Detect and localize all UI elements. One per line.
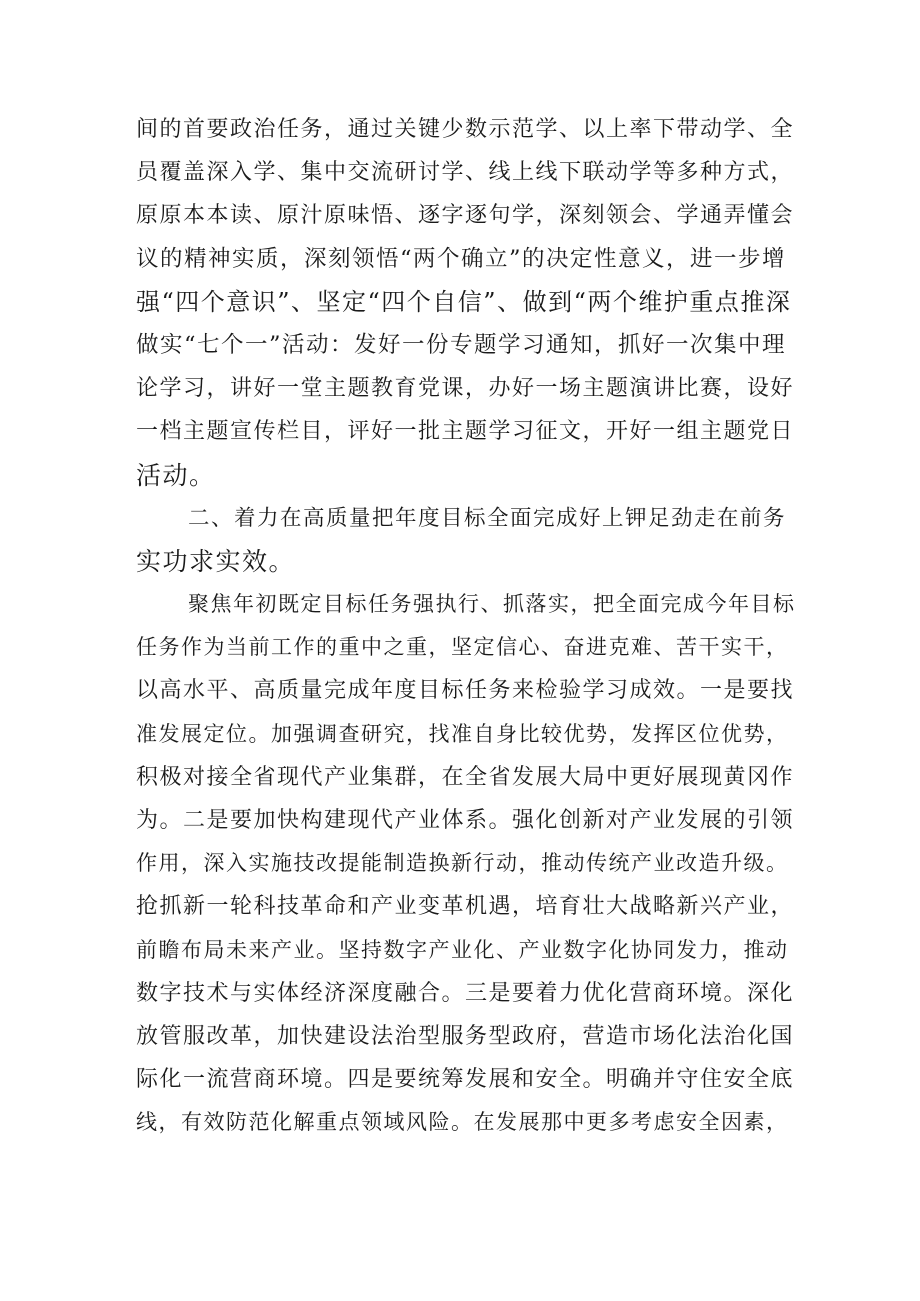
text-line: 作用，深入实施技改提能制造换新行动，推动传统产业改造升级。 [136, 851, 789, 876]
text-line: 做实“七个一”活动：发好一份专题学习通知，抓好一次集中理 [136, 331, 787, 358]
text-line: 为。二是要加快构建现代产业体系。强化创新对产业发展的引领 [136, 808, 795, 833]
text-line: 强“四个意识”、坚定“四个自信”、做到“两个维护重点推深 [136, 287, 792, 316]
text-line: 际化一流营商环境。四是要统筹发展和安全。明确并守住安全底 [136, 1067, 795, 1093]
text-line: 任务作为当前工作的重中之重，坚定信心、奋进克难、苦干实干， [136, 635, 789, 660]
section-heading-line: 二、着力在高质量把年度目标全面完成好上钾足劲走在前务 [188, 505, 787, 531]
section-heading-line: 实功求实效。 [136, 546, 296, 576]
text-line: 员覆盖深入学、集中交流研讨学、线上线下联动学等多种方式， [136, 160, 795, 186]
text-line: 前瞻布局未来产业。坚持数字产业化、产业数字化协同发力，推动 [136, 937, 789, 962]
text-line: 聚焦年初既定目标任务强执行、抓落实，把全面完成今年目标 [188, 592, 796, 617]
text-line: 间的首要政治任务，通过关键少数示范学、以上率下带动学、全 [136, 117, 795, 142]
body-text [136, 108, 796, 1145]
text-line: 活动。 [136, 460, 216, 490]
text-line: 积极对接全省现代产业集群，在全省发展大局中更好展现黄冈作 [136, 764, 795, 790]
text-line: 线，有效防范化解重点领域风险。在发展那中更多考虑安全因素， [136, 1110, 789, 1135]
text-line: 一档主题宣传栏目，评好一批主题学习征文，开好一组主题党日 [136, 419, 795, 445]
text-line: 抢抓新一轮科技革命和产业变革机遇，培育壮大战略新兴产业， [136, 894, 795, 920]
text-line: 原原本本读、原汁原味悟、逐字逐句学，深刻领会、学通弄懂会 [136, 203, 795, 229]
text-line: 数字技术与实体经济深度融合。三是要着力优化营商环境。深化 [136, 980, 795, 1006]
text-line: 议的精神实质，深刻领悟“两个确立”的决定性意义，进一步增 [136, 245, 787, 272]
text-line: 以高水平、高质量完成年度目标任务来检验学习成效。一是要找 [136, 678, 795, 704]
text-line: 论学习，讲好一堂主题教育党课，办好一场主题演讲比赛，设好 [136, 376, 795, 402]
text-line: 放管服改革，加快建设法治型服务型政府，营造市场化法治化国 [136, 1023, 795, 1049]
text-line: 准发展定位。加强调查研究，找准自身比较优势，发挥区位优势， [136, 721, 789, 746]
